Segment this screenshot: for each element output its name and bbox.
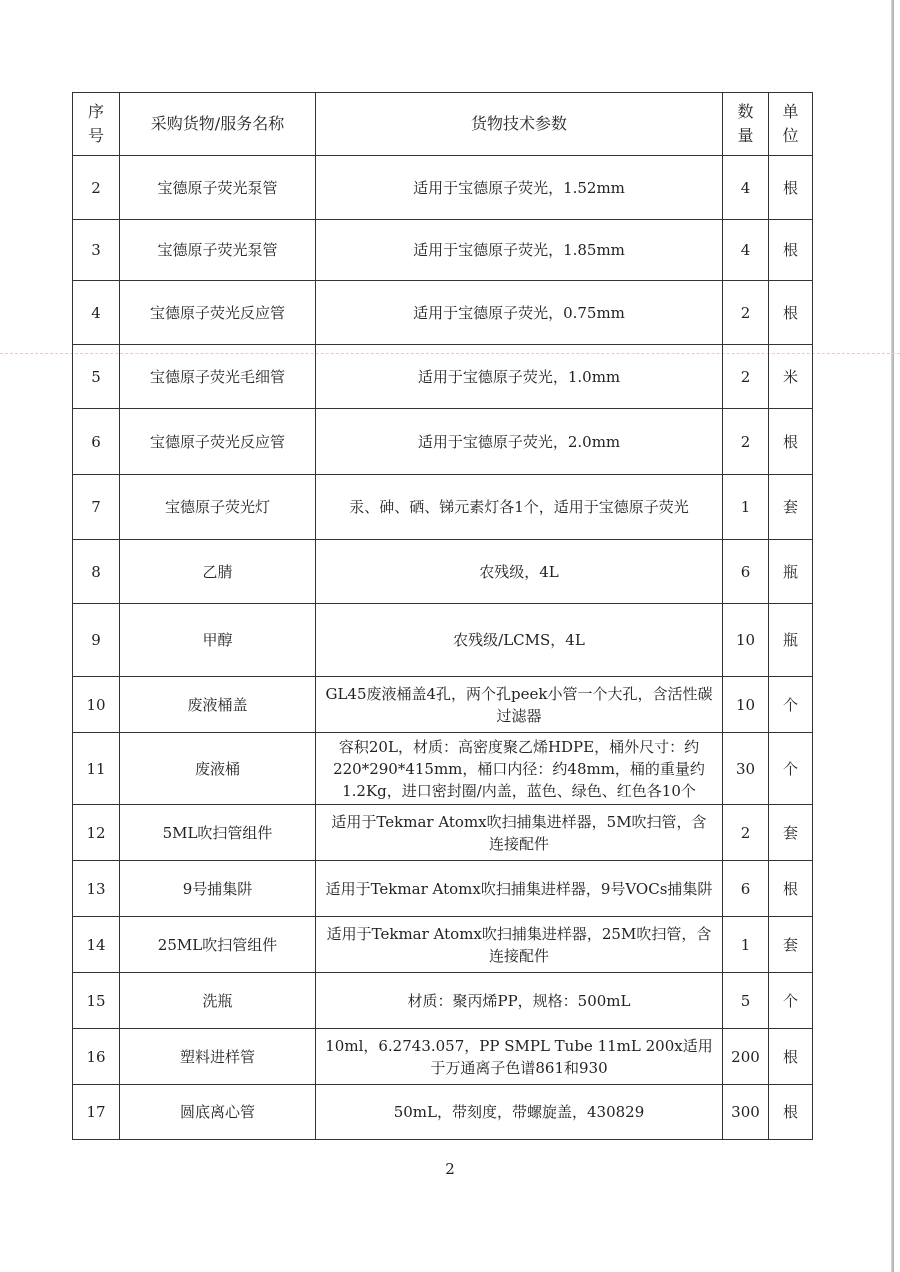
cell-name: 宝德原子荧光反应管 <box>120 281 316 345</box>
cell-name: 废液桶 <box>120 733 316 805</box>
cell-qty: 1 <box>723 917 769 973</box>
cell-params: 适用于宝德原子荧光，2.0mm <box>316 409 723 475</box>
cell-params: GL45废液桶盖4孔，两个孔peek小管一个大孔，含活性碳过滤器 <box>316 677 723 733</box>
cell-unit: 根 <box>769 409 813 475</box>
table-row <box>73 973 813 1029</box>
cell-name: 9号捕集阱 <box>120 861 316 917</box>
scan-edge-shadow <box>891 0 894 1272</box>
cell-no: 7 <box>73 475 120 540</box>
cell-qty: 2 <box>723 345 769 409</box>
header-unit: 单 位 <box>769 93 813 156</box>
cell-params: 适用于宝德原子荧光，1.0mm <box>316 345 723 409</box>
cell-no: 2 <box>73 156 120 220</box>
table-row <box>73 1029 813 1085</box>
cell-unit: 套 <box>769 917 813 973</box>
table-row <box>73 1085 813 1140</box>
cell-qty: 6 <box>723 540 769 604</box>
cell-qty: 2 <box>723 281 769 345</box>
cell-qty: 300 <box>723 1085 769 1140</box>
cell-unit: 套 <box>769 475 813 540</box>
cell-params: 适用于宝德原子荧光，0.75mm <box>316 281 723 345</box>
cell-no: 11 <box>73 733 120 805</box>
cell-name: 乙腈 <box>120 540 316 604</box>
cell-qty: 6 <box>723 861 769 917</box>
cell-no: 9 <box>73 604 120 677</box>
table-row <box>73 604 813 677</box>
cell-params: 50mL，带刻度，带螺旋盖，430829 <box>316 1085 723 1140</box>
cell-params: 适用于Tekmar Atomx吹扫捕集进样器，9号VOCs捕集阱 <box>316 861 723 917</box>
header-qty: 数 量 <box>723 93 769 156</box>
cell-name: 废液桶盖 <box>120 677 316 733</box>
cell-params: 材质：聚丙烯PP，规格：500mL <box>316 973 723 1029</box>
cell-qty: 1 <box>723 475 769 540</box>
cell-no: 6 <box>73 409 120 475</box>
cell-params: 适用于Tekmar Atomx吹扫捕集进样器，5M吹扫管，含连接配件 <box>316 805 723 861</box>
cell-name: 25ML吹扫管组件 <box>120 917 316 973</box>
header-seq: 序 号 <box>73 93 120 156</box>
cell-name: 甲醇 <box>120 604 316 677</box>
cell-name: 宝德原子荧光泵管 <box>120 156 316 220</box>
cell-name: 宝德原子荧光灯 <box>120 475 316 540</box>
cell-no: 16 <box>73 1029 120 1085</box>
cell-qty: 2 <box>723 805 769 861</box>
cell-no: 3 <box>73 220 120 281</box>
cell-qty: 200 <box>723 1029 769 1085</box>
cell-no: 8 <box>73 540 120 604</box>
cell-unit: 根 <box>769 281 813 345</box>
table-row <box>73 409 813 475</box>
page-number: 2 <box>445 1160 455 1178</box>
table-row <box>73 475 813 540</box>
cell-unit: 根 <box>769 861 813 917</box>
cell-params: 10ml，6.2743.057，PP SMPL Tube 11mL 200x适用于万通离子色谱861和930 <box>316 1029 723 1085</box>
cell-qty: 5 <box>723 973 769 1029</box>
cell-unit: 瓶 <box>769 604 813 677</box>
table-header-row <box>73 93 813 156</box>
cell-no: 10 <box>73 677 120 733</box>
table-row <box>73 861 813 917</box>
header-name: 采购货物/服务名称 <box>120 93 316 156</box>
table-row <box>73 345 813 409</box>
cell-unit: 套 <box>769 805 813 861</box>
header-params: 货物技术参数 <box>316 93 723 156</box>
table-row <box>73 805 813 861</box>
cell-unit: 根 <box>769 156 813 220</box>
cell-qty: 10 <box>723 677 769 733</box>
table-row <box>73 677 813 733</box>
cell-unit: 根 <box>769 1085 813 1140</box>
cell-params: 农残级，4L <box>316 540 723 604</box>
table-row <box>73 156 813 220</box>
cell-params: 容积20L，材质：高密度聚乙烯HDPE，桶外尺寸：约220*290*415mm，桶口内径：约48mm，桶的重量约1.2Kg，进口密封圈/内盖，蓝色、绿色、红色各10个 <box>316 733 723 805</box>
table-row <box>73 733 813 805</box>
cell-no: 12 <box>73 805 120 861</box>
table-row <box>73 917 813 973</box>
cell-name: 洗瓶 <box>120 973 316 1029</box>
cell-name: 圆底离心管 <box>120 1085 316 1140</box>
cell-name: 宝德原子荧光毛细管 <box>120 345 316 409</box>
cell-no: 14 <box>73 917 120 973</box>
cell-no: 5 <box>73 345 120 409</box>
cell-qty: 4 <box>723 156 769 220</box>
cell-unit: 根 <box>769 220 813 281</box>
cell-name: 宝德原子荧光泵管 <box>120 220 316 281</box>
cell-name: 塑料进样管 <box>120 1029 316 1085</box>
cell-params: 适用于宝德原子荧光，1.85mm <box>316 220 723 281</box>
cell-qty: 10 <box>723 604 769 677</box>
cell-params: 适用于宝德原子荧光，1.52mm <box>316 156 723 220</box>
cell-qty: 4 <box>723 220 769 281</box>
cell-unit: 根 <box>769 1029 813 1085</box>
cell-no: 13 <box>73 861 120 917</box>
cell-no: 17 <box>73 1085 120 1140</box>
cell-unit: 个 <box>769 973 813 1029</box>
cell-name: 5ML吹扫管组件 <box>120 805 316 861</box>
procurement-table <box>72 92 813 1140</box>
cell-unit: 个 <box>769 733 813 805</box>
cell-params: 适用于Tekmar Atomx吹扫捕集进样器，25M吹扫管，含连接配件 <box>316 917 723 973</box>
table-row <box>73 220 813 281</box>
table-row <box>73 281 813 345</box>
cell-unit: 个 <box>769 677 813 733</box>
cell-qty: 30 <box>723 733 769 805</box>
cell-no: 15 <box>73 973 120 1029</box>
cell-unit: 米 <box>769 345 813 409</box>
cell-name: 宝德原子荧光反应管 <box>120 409 316 475</box>
cell-qty: 2 <box>723 409 769 475</box>
table-row <box>73 540 813 604</box>
cell-unit: 瓶 <box>769 540 813 604</box>
cell-params: 农残级/LCMS，4L <box>316 604 723 677</box>
table-body <box>73 156 813 1140</box>
cell-no: 4 <box>73 281 120 345</box>
cell-params: 汞、砷、硒、锑元素灯各1个，适用于宝德原子荧光 <box>316 475 723 540</box>
